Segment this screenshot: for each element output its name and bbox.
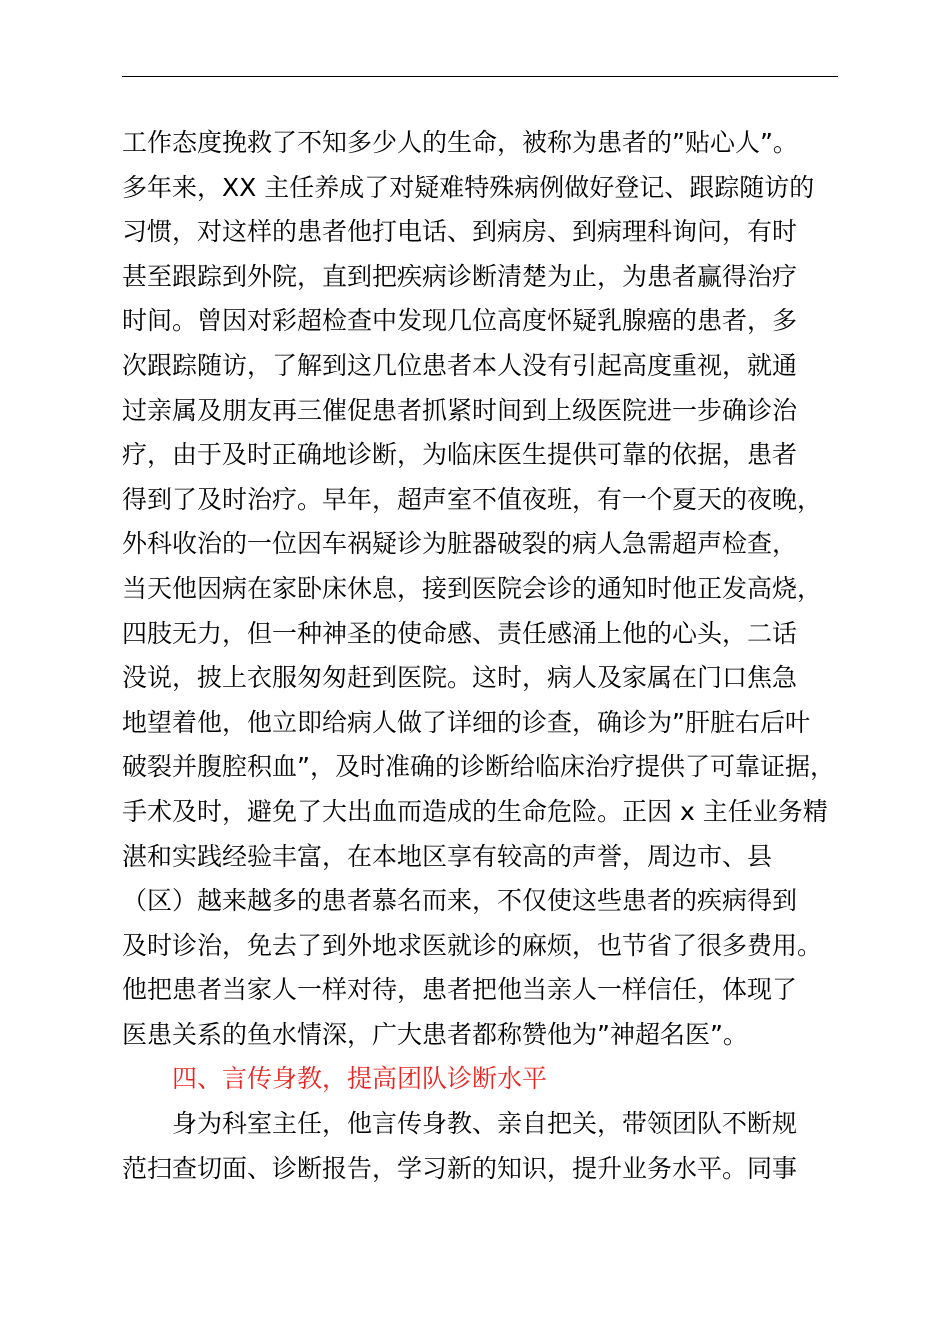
body-text: [122, 121, 862, 1191]
text-line: 时间。曾因对彩超检查中发现几位高度怀疑乳腺癌的患者，多: [122, 306, 798, 336]
text-line: 及时诊治，免去了到外地求医就诊的麻烦，也节省了很多费用。: [122, 930, 823, 960]
text-line: 地望着他，他立即给病人做了详细的诊查，确诊为”肝脏右后叶: [122, 707, 810, 737]
text-line: 他把患者当家人一样对待，患者把他当亲人一样信任，体现了: [122, 975, 798, 1005]
text-line: 甚至跟踪到外院，直到把疾病诊断清楚为止，为患者赢得治疗: [122, 261, 798, 291]
text-line: 过亲属及朋友再三催促患者抓紧时间到上级医院进一步确诊治: [122, 395, 798, 425]
text-line: 手术及时，避免了大出血而造成的生命危险。正因 x 主任业务精: [122, 796, 828, 826]
text-line: 次跟踪随访，了解到这几位患者本人没有引起高度重视，就通: [122, 350, 798, 380]
text-line: （区）越来越多的患者慕名而来，不仅使这些患者的疾病得到: [122, 886, 798, 916]
text-line: 湛和实践经验丰富，在本地区享有较高的声誉，周边市、县: [122, 841, 773, 871]
header-rule: [122, 76, 838, 77]
text-line: 疗，由于及时正确地诊断，为临床医生提供可靠的依据，患者: [122, 440, 798, 470]
text-line: 医患关系的鱼水情深，广大患者都称赞他为”神超名医”。: [122, 1019, 748, 1049]
text-line: 范扫查切面、诊断报告，学习新的知识，提升业务水平。同事: [122, 1153, 798, 1183]
text-line: 身为科室主任，他言传身教、亲自把关，带领团队不断规: [172, 1109, 798, 1139]
text-line: 四肢无力，但一种神圣的使命感、责任感涌上他的心头，二话: [122, 618, 798, 648]
text-line: 破裂并腹腔积血”，及时准确的诊断给临床治疗提供了可靠证据，: [122, 752, 835, 782]
section-heading: 四、言传身教，提高团队诊断水平: [172, 1064, 548, 1094]
text-line: 工作态度挽救了不知多少人的生命，被称为患者的”贴心人”。: [122, 128, 798, 157]
text-line: 外科收治的一位因车祸疑诊为脏器破裂的病人急需超声检查，: [122, 529, 798, 559]
text-line: 习惯，对这样的患者他打电话、到病房、到病理科询问，有时: [122, 217, 798, 247]
text-line: 没说，披上衣服匆匆赶到医院。这时，病人及家属在门口焦急: [122, 663, 798, 693]
text-line: 多年来，XX 主任养成了对疑难特殊病例做好登记、跟踪随访的: [122, 172, 815, 202]
text-line: 得到了及时治疗。早年，超声室不值夜班，有一个夏天的夜晚，: [122, 484, 823, 514]
text-line: 当天他因病在家卧床休息，接到医院会诊的通知时他正发高烧，: [122, 573, 823, 603]
